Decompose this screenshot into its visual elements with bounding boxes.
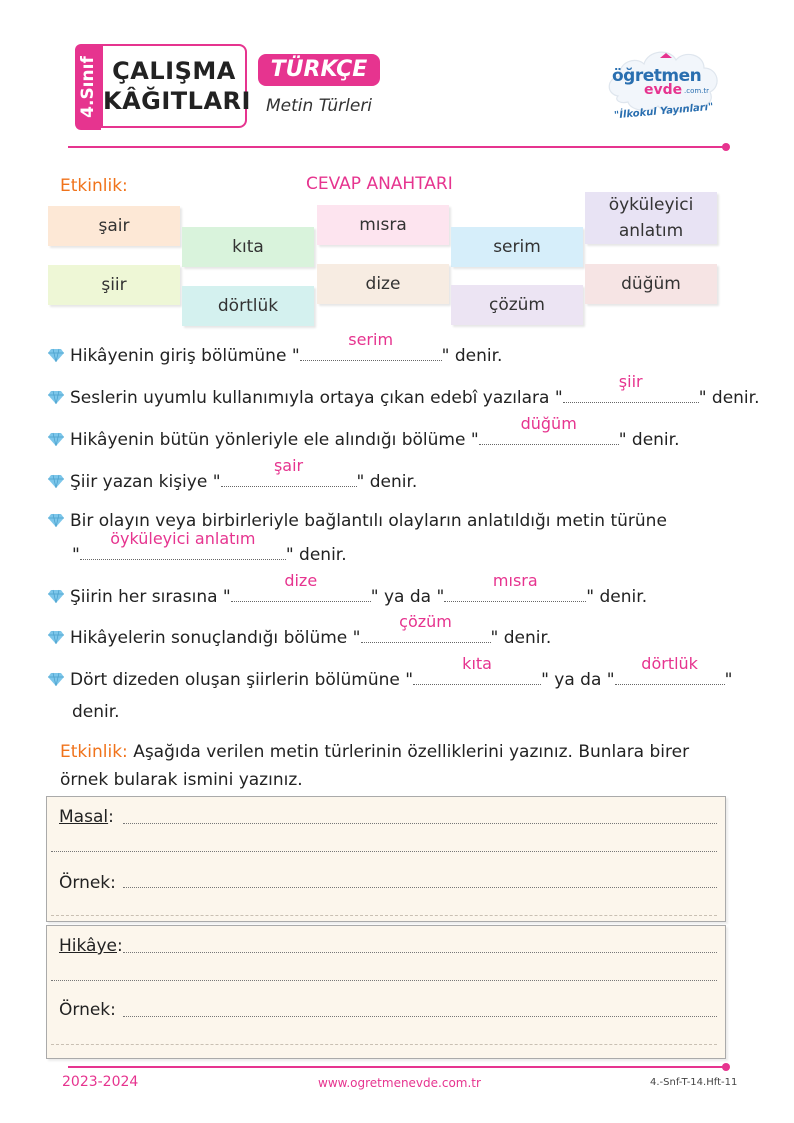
hikaye-label: Hikâye (59, 936, 117, 956)
sentence-text: Dört dizeden oluşan şiirlerin bölümüne " (70, 670, 414, 690)
hikaye-label-row (59, 936, 123, 956)
writing-line[interactable] (123, 887, 717, 888)
fill-blank-sentence (48, 456, 418, 492)
answer-text: şiir (618, 372, 643, 391)
grade-label: 4.Sınıf (78, 56, 98, 118)
word-note: kıta (182, 227, 314, 267)
fill-blank-sentence (48, 414, 680, 450)
word-note: şair (48, 206, 180, 246)
answer-blank[interactable] (80, 529, 286, 560)
hikaye-writing-box (46, 925, 726, 1059)
sentence-text: Seslerin uyumlu kullanımıyla ortaya çıkan edebî yazılara " (70, 388, 563, 408)
answer-blank[interactable] (413, 654, 541, 685)
title-line-2: KÂĞITLARI (103, 87, 251, 115)
word-note: öyküleyici anlatım (585, 192, 717, 244)
sentence-text: " denir. (285, 545, 347, 565)
writing-line[interactable] (123, 952, 717, 953)
word-note: dörtlük (182, 286, 314, 326)
guide-line (51, 1044, 717, 1045)
diamond-bullet-icon (48, 474, 64, 488)
sentence-text: " (72, 545, 80, 565)
answer-blank[interactable] (563, 372, 699, 403)
word-note: şiir (48, 265, 180, 305)
activity2-instruction (60, 738, 740, 794)
answer-text: dörtlük (641, 654, 698, 673)
answer-key-title: CEVAP ANAHTARI (306, 174, 453, 194)
diamond-bullet-icon (48, 348, 64, 362)
activity1-label: Etkinlik: (60, 176, 128, 196)
sentence-text: Hikâyelerin sonuçlandığı bölüme " (70, 628, 361, 648)
word-note: düğüm (585, 264, 717, 304)
word-note: dize (317, 264, 449, 304)
fill-blank-sentence-continued (72, 529, 347, 565)
sentence-text: " denir. (698, 388, 760, 408)
sentence-text: Bir olayın veya birbirleriyle bağlantılı olayların anlatıldığı metin türüne (70, 511, 667, 531)
sentence-text: " (724, 670, 733, 690)
diamond-bullet-icon (48, 513, 64, 527)
answer-blank[interactable] (361, 612, 491, 643)
answer-text: şair (273, 456, 304, 475)
writing-line[interactable] (51, 851, 717, 852)
sentence-text: " denir. (618, 430, 680, 450)
sentence-text: " ya da " (541, 670, 615, 690)
diamond-bullet-icon (48, 672, 64, 686)
sentence-text: " ya da " (370, 587, 445, 607)
footer-code: 4.-Snf-T-14.Hft-11 (650, 1077, 738, 1088)
activity2-label: Etkinlik: (60, 742, 128, 762)
diamond-bullet-icon (48, 589, 64, 603)
grade-tab (75, 44, 101, 130)
answer-text: serim (348, 330, 394, 349)
masal-writing-box (46, 796, 726, 922)
footer-url[interactable]: www.ogretmenevde.com.tr (318, 1076, 481, 1090)
answer-blank[interactable] (221, 456, 357, 487)
guide-line (51, 915, 717, 916)
word-note: çözüm (451, 285, 583, 325)
example-label: Örnek: (59, 873, 116, 893)
sentence-text: " denir. (356, 472, 418, 492)
writing-line[interactable] (51, 980, 717, 981)
answer-blank[interactable] (444, 571, 586, 602)
fill-blank-sentence (48, 612, 552, 648)
footer-divider (68, 1066, 726, 1068)
sentence-text: " denir. (490, 628, 552, 648)
answer-text: düğüm (520, 414, 577, 433)
header-divider (68, 146, 726, 148)
answer-text: mısra (492, 571, 538, 590)
sentence-text: Hikâyenin giriş bölümüne " (70, 346, 300, 366)
answer-blank[interactable] (479, 414, 619, 445)
label-colon: : (108, 807, 114, 827)
answer-blank[interactable] (615, 654, 725, 685)
worksheet-title-box (101, 44, 251, 128)
word-note: mısra (317, 205, 449, 245)
sentence-text: " denir. (586, 587, 648, 607)
answer-blank[interactable] (231, 571, 371, 602)
subject-badge: TÜRKÇE (258, 54, 380, 86)
masal-label: Masal (59, 807, 109, 827)
fill-blank-sentence (48, 330, 503, 366)
answer-text: çözüm (399, 612, 452, 631)
writing-line[interactable] (123, 1016, 717, 1017)
fill-blank-sentence (48, 372, 760, 408)
publisher-logo (604, 44, 724, 128)
example-label: Örnek: (59, 1000, 116, 1020)
label-colon: : (117, 936, 123, 956)
masal-label-row (59, 807, 114, 827)
fill-blank-sentence (48, 511, 667, 531)
topic-title: Metin Türleri (266, 96, 373, 116)
answer-blank[interactable] (300, 330, 442, 361)
fill-blank-sentence (48, 654, 733, 690)
answer-text: dize (284, 571, 318, 590)
diamond-bullet-icon (48, 432, 64, 446)
word-note: serim (451, 227, 583, 267)
diamond-bullet-icon (48, 630, 64, 644)
title-line-1: ÇALIŞMA (112, 57, 236, 85)
writing-line[interactable] (123, 823, 717, 824)
diamond-bullet-icon (48, 390, 64, 404)
sentence-continued: denir. (72, 702, 120, 722)
logo-sub-text: evde (644, 82, 683, 98)
answer-text: öyküleyici anlatım (110, 529, 256, 548)
answer-text: kıta (462, 654, 492, 673)
logo-domain: .com.tr (684, 87, 710, 95)
logo-main-text: öğretmen (612, 66, 702, 86)
sentence-text: " denir. (441, 346, 503, 366)
sentence-text: Şiirin her sırasına " (70, 587, 231, 607)
logo-tagline: "İlkokul Yayınları" (613, 101, 714, 122)
instruction-line-2: örnek bularak ismini yazınız. (60, 770, 303, 790)
fill-blank-sentence (48, 571, 648, 607)
sentence-text: Şiir yazan kişiye " (70, 472, 221, 492)
instruction-line-1: Aşağıda verilen metin türlerinin özelliklerini yazınız. Bunlara birer (133, 742, 690, 762)
sentence-text: Hikâyenin bütün yönleriyle ele alındığı bölüme " (70, 430, 479, 450)
footer-year: 2023-2024 (62, 1074, 139, 1090)
